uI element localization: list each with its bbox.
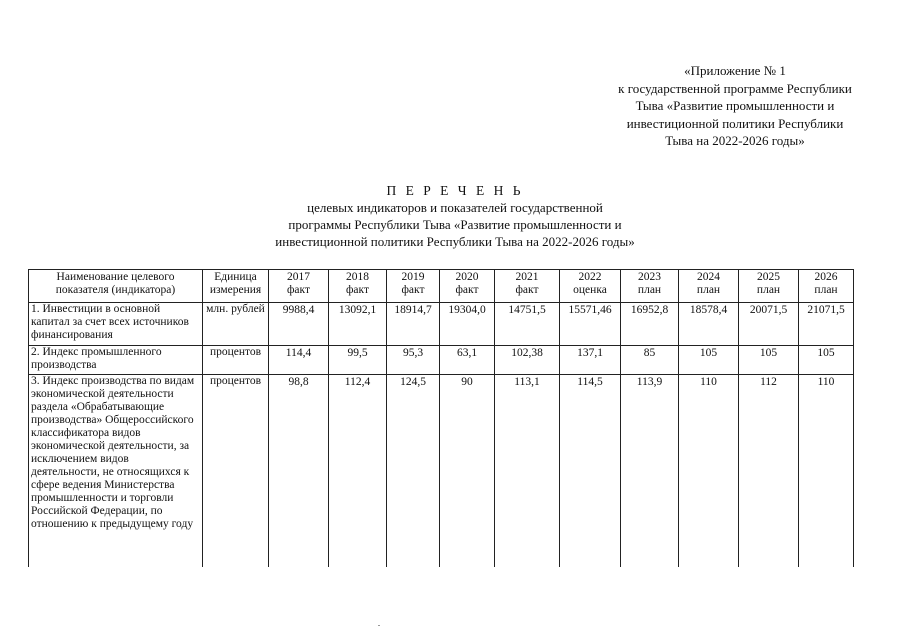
table-row [29,303,854,346]
indicator-value: 18914,7 [387,303,440,346]
document-heading [200,182,710,250]
indicator-value: 114,5 [560,375,621,567]
indicator-value: 110 [799,375,854,567]
appendix-line: Тыва на 2022-2026 годы» [665,133,805,148]
indicator-value: 112,4 [329,375,387,567]
appendix-line: к государственной программе Республики [618,80,852,96]
indicator-value: 102,38 [495,346,560,375]
column-header-year [799,270,854,303]
year-status: план [696,284,721,296]
indicator-value: 90 [440,375,495,567]
indicator-name: 3. Индекс производства по видам экономической деятельности раздела «Обрабатывающие производства» Общероссийского классификатора видов экономической деятельности, за исключением видов деятельности, не относящихся к сфере ведения Министерства промышленности и торговли Российской Федерации, по отношению к предыдущему году [29,375,203,567]
indicator-value: 9988,4 [269,303,329,346]
indicator-name: 1. Инвестиции в основной капитал за счет всех источников финансирования [29,303,203,346]
indicator-value: 95,3 [387,346,440,375]
indicator-value: 20071,5 [739,303,799,346]
column-header-year [560,270,621,303]
indicator-value: 16952,8 [621,303,679,346]
column-header-year [329,270,387,303]
year-label: 2022 [578,271,602,283]
column-header-name: Наименование целевого показателя (индикатора) [29,270,203,303]
indicator-value: 13092,1 [329,303,387,346]
year-status: план [637,284,662,296]
table-row [29,375,854,567]
column-header-year [269,270,329,303]
year-status: оценка [573,284,607,296]
year-status: факт [515,284,539,296]
indicator-value: 15571,46 [560,303,621,346]
indicator-value: 98,8 [269,375,329,567]
indicator-value: 14751,5 [495,303,560,346]
indicator-name: 2. Индекс промышленного производства [29,346,203,375]
indicator-value: 113,1 [495,375,560,567]
year-label: 2026 [814,271,838,283]
document-subtitle-line: программы Республики Тыва «Развитие промышленности и [288,217,622,232]
year-label: 2023 [638,271,661,283]
appendix-line: инвестиционной политики Республики [626,115,844,131]
column-header-year [440,270,495,303]
year-status: факт [455,284,479,296]
indicator-unit: процентов [203,375,269,567]
column-header-unit: Единица измерения [203,270,269,303]
indicator-value: 18578,4 [679,303,739,346]
column-header-year [621,270,679,303]
indicator-value: 137,1 [560,346,621,375]
indicator-value: 113,9 [621,375,679,567]
indicator-value: 99,5 [329,346,387,375]
indicator-value: 63,1 [440,346,495,375]
indicator-value: 19304,0 [440,303,495,346]
year-label: 2025 [757,271,780,283]
indicator-unit: процентов [203,346,269,375]
year-status: факт [345,284,370,296]
document-subtitle-line: инвестиционной политики Республики Тыва на 2022-2026 годы» [275,234,635,249]
year-label: 2020 [455,271,479,283]
year-status: план [756,284,781,296]
year-label: 2021 [515,271,539,283]
year-label: 2017 [287,271,310,283]
indicator-value: 105 [799,346,854,375]
indicator-value: 85 [621,346,679,375]
column-header-year [387,270,440,303]
appendix-line: Тыва «Развитие промышленности и [635,98,835,113]
document-title: П Е Р Е Ч Е Н Ь [386,183,524,198]
indicator-value: 105 [739,346,799,375]
year-label: 2019 [401,271,425,283]
indicator-value: 110 [679,375,739,567]
indicator-value: 124,5 [387,375,440,567]
column-header-year [679,270,739,303]
appendix-header [580,62,890,150]
appendix-line: «Приложение № 1 [684,63,786,78]
indicator-value: 114,4 [269,346,329,375]
indicators-table [28,269,854,567]
year-label: 2024 [697,271,720,283]
year-label: 2018 [346,271,369,283]
indicator-unit: млн. рублей [203,303,269,346]
table-header-row [29,270,854,303]
indicator-value: 105 [679,346,739,375]
indicator-value: 21071,5 [799,303,854,346]
column-header-year [495,270,560,303]
year-status: факт [286,284,311,296]
scan-speck [378,625,380,626]
year-status: план [814,284,838,296]
document-subtitle-line: целевых индикаторов и показателей государственной [307,200,603,215]
indicator-value: 112 [739,375,799,567]
year-status: факт [401,284,425,296]
table-row [29,346,854,375]
column-header-year [739,270,799,303]
